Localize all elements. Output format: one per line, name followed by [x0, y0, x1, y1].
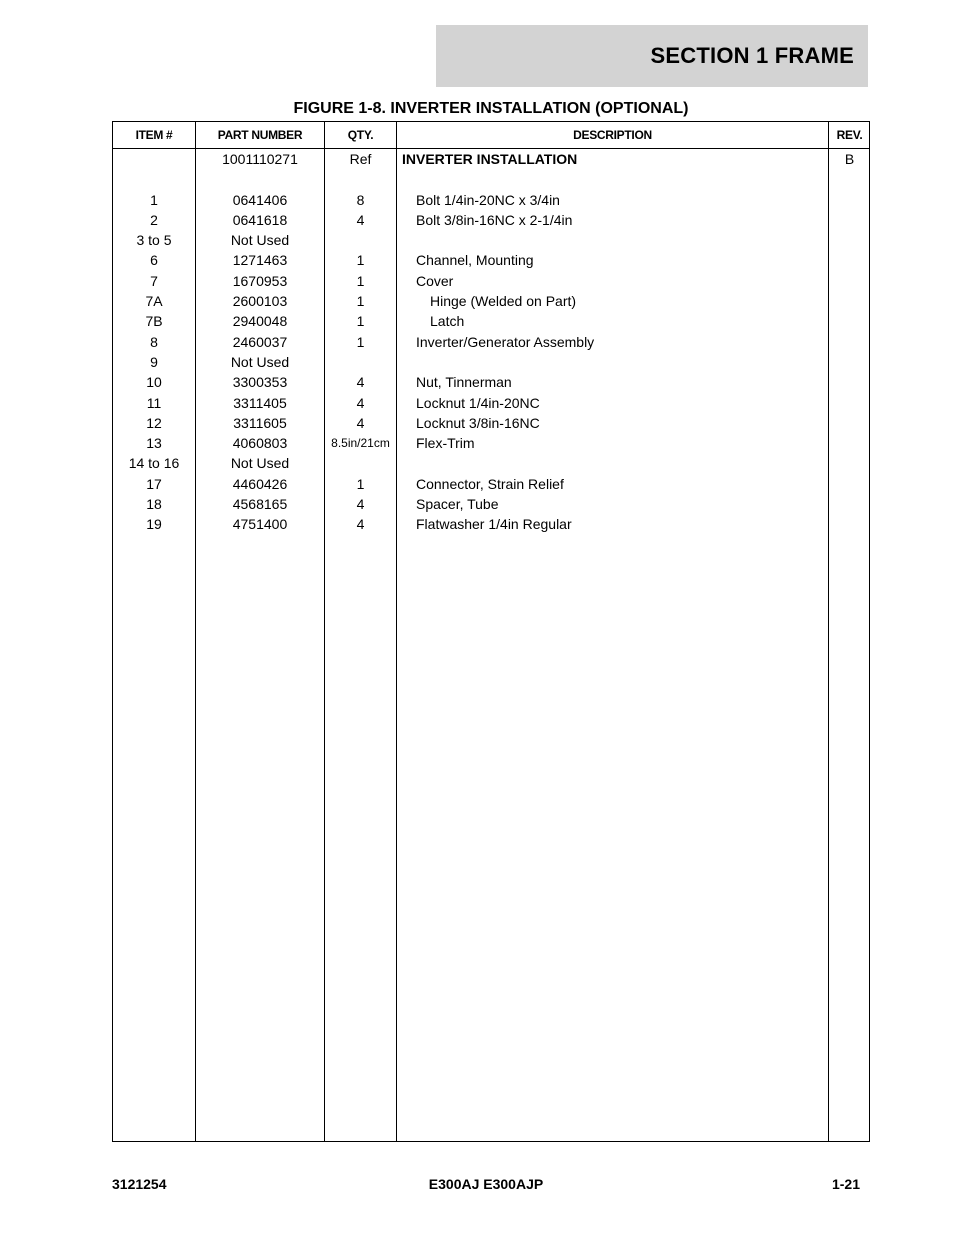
table-row — [113, 514, 869, 534]
table-row — [113, 271, 869, 291]
description-cell: Hinge (Welded on Part) — [430, 293, 577, 310]
part-number-cell: 0641618 — [232, 211, 288, 228]
quantity-cell: 1 — [356, 252, 365, 269]
item-number-cell: 7 — [150, 272, 158, 289]
column-header-qty: QTY. — [347, 128, 374, 142]
item-number-cell: 9 — [150, 353, 158, 370]
table-row — [113, 433, 869, 453]
description-cell: Flex-Trim — [416, 435, 475, 452]
part-number-cell: 0641406 — [232, 191, 288, 208]
table-row — [113, 372, 869, 392]
item-number-cell: 17 — [146, 475, 162, 492]
model-name: E300AJ E300AJP — [428, 1176, 544, 1192]
item-number-cell: 14 to 16 — [128, 455, 180, 472]
table-row — [113, 210, 869, 230]
item-number-cell: 19 — [146, 516, 162, 533]
quantity-cell: 1 — [356, 272, 365, 289]
part-number-cell: Not Used — [230, 353, 290, 370]
part-number-cell: 4460426 — [232, 475, 288, 492]
item-number-cell: 18 — [146, 496, 162, 513]
quantity-cell: 1 — [356, 475, 365, 492]
quantity-cell: 4 — [356, 374, 365, 391]
quantity-cell: 8.5in/21cm — [331, 436, 390, 451]
part-number-cell: 3300353 — [232, 374, 288, 391]
item-number-cell: 1 — [150, 191, 158, 208]
figure-title: FIGURE 1-8. INVERTER INSTALLATION (OPTIONAL) — [293, 100, 689, 117]
revision-cell: B — [844, 151, 855, 167]
table-row — [113, 311, 869, 331]
item-number-cell: 8 — [150, 333, 158, 350]
parts-table — [112, 121, 870, 1142]
description-cell: Cover — [416, 272, 454, 289]
table-row — [113, 332, 869, 352]
part-number-cell: 4568165 — [232, 496, 288, 513]
part-number-cell: 2460037 — [232, 333, 288, 350]
description-cell: Channel, Mounting — [416, 252, 534, 269]
column-header-description: DESCRIPTION — [573, 128, 652, 142]
item-number-cell: 13 — [146, 435, 162, 452]
table-row — [113, 230, 869, 250]
description-cell: Inverter/Generator Assembly — [416, 333, 595, 350]
part-number-cell: Not Used — [230, 232, 290, 249]
section-title: SECTION 1 FRAME — [650, 43, 854, 68]
item-number-cell: 3 to 5 — [136, 232, 172, 249]
quantity-cell: 4 — [356, 516, 365, 533]
description-cell: Bolt 3/8in-16NC x 2-1/4in — [416, 211, 573, 228]
item-number-cell: 7B — [145, 313, 163, 330]
table-row — [113, 413, 869, 433]
part-number-cell: Not Used — [230, 455, 290, 472]
item-number-cell: 7A — [145, 293, 163, 310]
description-cell: Bolt 1/4in-20NC x 3/4in — [416, 191, 560, 208]
description-cell: INVERTER INSTALLATION — [402, 151, 578, 167]
description-cell: Latch — [430, 313, 465, 330]
table-row — [113, 190, 869, 210]
description-cell: Locknut 3/8in-16NC — [416, 414, 540, 431]
quantity-cell: 4 — [356, 496, 365, 513]
part-number-cell: 1001110271 — [222, 151, 298, 167]
quantity-cell: 1 — [356, 293, 365, 310]
description-cell: Connector, Strain Relief — [416, 475, 564, 492]
part-number-cell: 3311405 — [233, 394, 287, 411]
description-cell: Spacer, Tube — [416, 496, 499, 513]
table-row — [113, 169, 869, 189]
document-number: 3121254 — [112, 1176, 167, 1192]
item-number-cell: 11 — [146, 394, 162, 411]
part-number-cell: 4060803 — [232, 435, 288, 452]
column-header-rev: REV. — [836, 128, 863, 142]
quantity-cell: 8 — [356, 191, 365, 208]
page-number: 1-21 — [831, 1176, 860, 1192]
description-cell: Flatwasher 1/4in Regular — [416, 516, 572, 533]
column-header-part-number: PART NUMBER — [217, 128, 303, 142]
quantity-cell: 4 — [356, 394, 365, 411]
description-cell: Locknut 1/4in-20NC — [416, 394, 540, 411]
table-row — [113, 453, 869, 473]
item-number-cell: 10 — [146, 374, 162, 391]
table-row — [113, 393, 869, 413]
quantity-cell: 4 — [356, 414, 365, 431]
quantity-cell: 1 — [356, 313, 365, 330]
table-row — [113, 494, 869, 514]
table-row — [113, 250, 869, 270]
quantity-cell: 4 — [356, 211, 365, 228]
part-number-cell: 1271463 — [232, 252, 288, 269]
part-number-cell: 2600103 — [232, 293, 288, 310]
quantity-cell: 1 — [356, 333, 365, 350]
page-footer — [112, 1176, 860, 1196]
quantity-cell: Ref — [349, 151, 372, 167]
description-cell: Nut, Tinnerman — [416, 374, 512, 391]
part-number-cell: 1670953 — [232, 272, 288, 289]
part-number-cell: 4751400 — [232, 516, 288, 533]
section-header — [436, 25, 868, 87]
table-row — [113, 352, 869, 372]
table-row — [113, 474, 869, 494]
part-number-cell: 3311605 — [233, 414, 287, 431]
table-body — [113, 149, 869, 535]
item-number-cell: 2 — [150, 211, 158, 228]
item-number-cell: 12 — [146, 414, 162, 431]
item-number-cell: 6 — [150, 252, 158, 269]
table-row — [113, 291, 869, 311]
table-row — [113, 149, 869, 169]
column-header-item: ITEM # — [135, 128, 173, 142]
part-number-cell: 2940048 — [232, 313, 288, 330]
